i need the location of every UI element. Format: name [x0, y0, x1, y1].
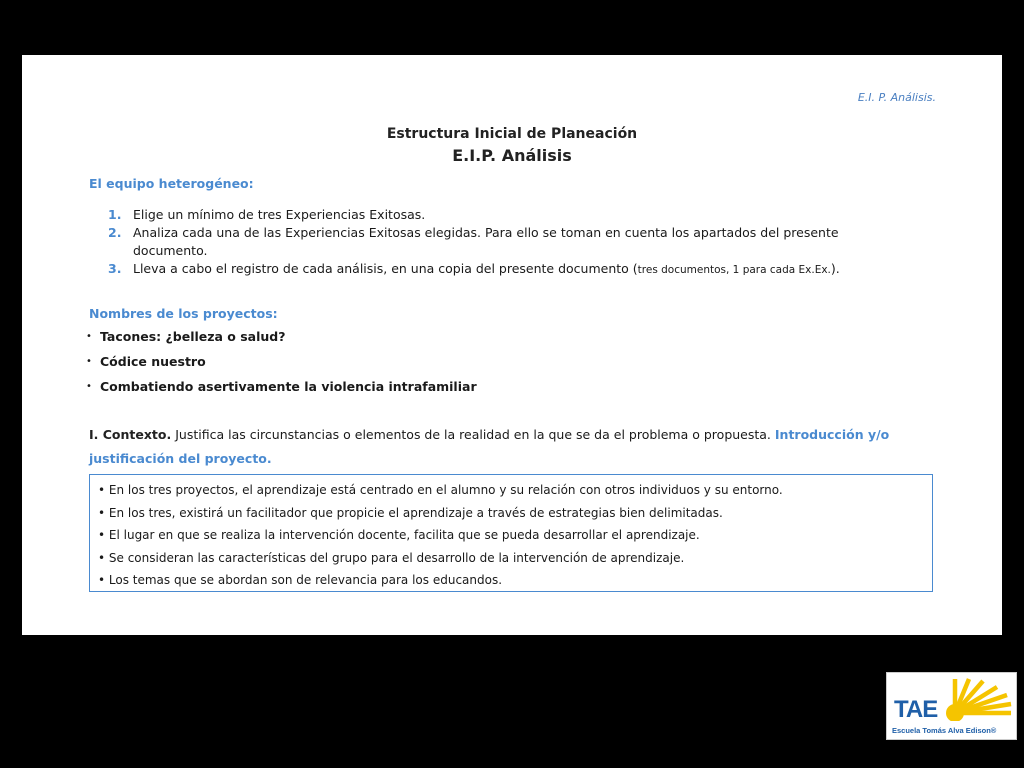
context-label: I. Contexto.	[89, 427, 172, 442]
context-blue-text: Introducción y/o justificación del proyecto.	[89, 427, 890, 466]
context-text: Justifica las circunstancias o elementos de la realidad en la que se da el problema o propuesta.	[171, 427, 775, 442]
step-text: Elige un mínimo de tres Experiencias Exitosas.	[133, 207, 426, 222]
list-item: • En los tres proyectos, el aprendizaje está centrado en el alumno y su relación con otros individuos y su entorno.	[98, 483, 783, 497]
project-name: Códice nuestro	[100, 354, 206, 369]
context-box	[89, 474, 933, 592]
project-name: Combatiendo asertivamente la violencia intrafamiliar	[100, 379, 477, 394]
list-item	[108, 224, 908, 260]
context-paragraph	[89, 423, 939, 471]
school-logo	[886, 672, 1017, 740]
running-header: E.I. P. Análisis.	[857, 91, 936, 104]
list-item	[108, 206, 908, 224]
step-text: Analiza cada una de las Experiencias Exitosas elegidas. Para ello se toman en cuenta los apartados del presente documento.	[133, 225, 839, 258]
project-name: Tacones: ¿belleza o salud?	[100, 329, 286, 344]
list-item: • Tacones: ¿belleza o salud?	[86, 329, 286, 344]
projects-list	[86, 329, 477, 404]
steps-list	[108, 206, 908, 279]
logo-caption: Escuela Tomás Alva Edison®	[892, 726, 997, 735]
document-page	[22, 55, 1002, 635]
step-tail: ).	[830, 261, 840, 276]
document-subtitle: E.I.P. Análisis	[452, 146, 572, 165]
list-item: • Los temas que se abordan son de relevancia para los educandos.	[98, 573, 503, 587]
list-item: • Códice nuestro	[86, 354, 206, 369]
document-title: Estructura Inicial de Planeación	[386, 126, 638, 142]
step-number: 1.	[108, 207, 122, 222]
projects-heading: Nombres de los proyectos:	[89, 306, 278, 321]
list-item: • En los tres, existirá un facilitador que propicie el aprendizaje a través de estrategias bien delimitadas.	[98, 505, 723, 520]
list-item: • Combatiendo asertivamente la violencia intrafamiliar	[86, 379, 477, 394]
list-item: • El lugar en que se realiza la intervención docente, facilita que se pueda desarrollar el aprendizaje.	[98, 528, 700, 542]
step-text: Lleva a cabo el registro de cada análisis, en una copia del presente documento (	[133, 261, 638, 276]
step-number: 2.	[108, 225, 122, 240]
list-item: • Se consideran las características del grupo para el desarrollo de la intervención de aprendizaje.	[98, 550, 685, 565]
step-note: tres documentos, 1 para cada Ex.Ex.	[637, 264, 831, 276]
step-number: 3.	[108, 261, 122, 276]
team-heading: El equipo heterogéneo:	[89, 176, 254, 191]
list-item	[108, 260, 908, 279]
logo-letters: TAE	[894, 696, 938, 723]
